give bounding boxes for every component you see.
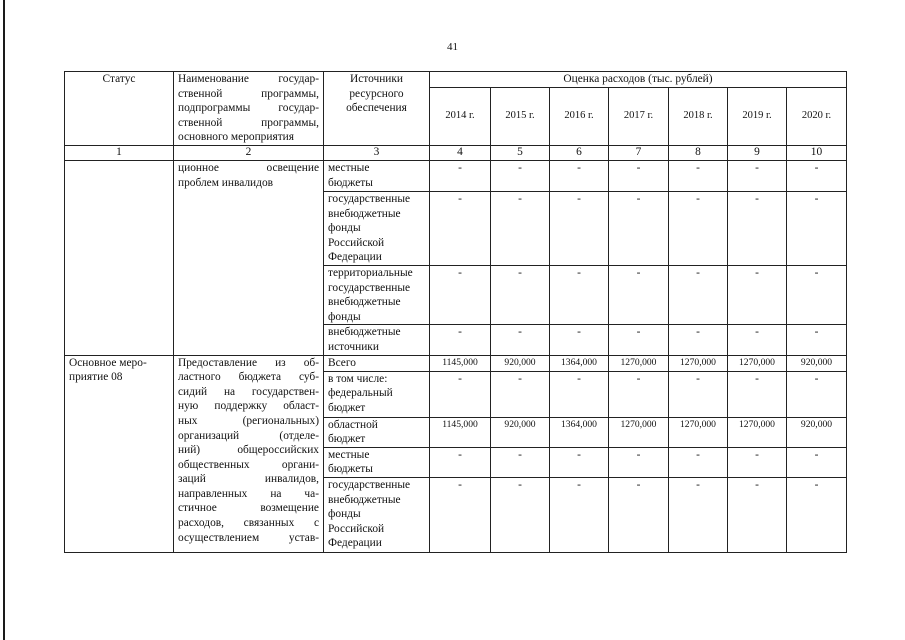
- value-cell: -: [669, 325, 728, 355]
- page-number: 41: [447, 41, 458, 53]
- source-cell: [324, 355, 430, 371]
- source-cell: [324, 265, 430, 324]
- table-row: [65, 355, 847, 371]
- value-cell: -: [728, 477, 787, 552]
- source-line: бюджет: [328, 401, 366, 414]
- name-line: общественных органи-: [178, 458, 319, 471]
- source-line: местные: [328, 448, 370, 461]
- source-line: федеральный: [328, 387, 393, 400]
- source-cell: [324, 477, 430, 552]
- name-line: ластного бюджета суб-: [178, 371, 319, 384]
- status-line: приятие 08: [69, 371, 123, 384]
- value-cell: -: [430, 265, 491, 324]
- value-cell: -: [728, 160, 787, 191]
- value-cell: -: [430, 325, 491, 355]
- value-cell: -: [491, 265, 550, 324]
- name-line: ную поддержку област-: [178, 400, 319, 413]
- value-cell: -: [550, 160, 609, 191]
- source-line: бюджет: [328, 433, 366, 446]
- column-number: 6: [550, 145, 609, 160]
- value-cell: -: [787, 447, 847, 477]
- source-line: местные: [328, 161, 370, 174]
- value-cell: -: [430, 191, 491, 265]
- source-line: источники: [328, 340, 379, 353]
- value-cell: -: [491, 191, 550, 265]
- value-cell: -: [787, 371, 847, 417]
- source-cell: [324, 371, 430, 417]
- value-cell: -: [669, 191, 728, 265]
- source-line: территориальные: [328, 266, 413, 279]
- value-cell: -: [609, 477, 669, 552]
- name-line: проблем инвалидов: [178, 176, 274, 189]
- status-cell: [65, 355, 174, 552]
- source-line: фонды: [328, 508, 361, 521]
- header-row: [65, 72, 847, 88]
- header-line: ственной программы,: [178, 116, 319, 129]
- value-cell: 1270,000: [609, 355, 669, 371]
- value-cell: -: [609, 371, 669, 417]
- source-line: бюджеты: [328, 463, 373, 476]
- value-cell: 920,000: [787, 355, 847, 371]
- program-name-header: [174, 72, 324, 146]
- value-cell: 920,000: [491, 417, 550, 447]
- value-cell: -: [430, 477, 491, 552]
- year-header: 2015 г.: [491, 88, 550, 146]
- header-line: ресурсного: [349, 87, 404, 100]
- status-cell: [65, 160, 174, 355]
- column-number: 2: [174, 145, 324, 160]
- value-cell: -: [787, 325, 847, 355]
- header-line: Источники: [349, 73, 404, 85]
- value-cell: -: [728, 265, 787, 324]
- value-cell: -: [430, 447, 491, 477]
- column-number: 1: [65, 145, 174, 160]
- name-line: Предоставление из об-: [178, 356, 319, 369]
- value-cell: -: [491, 447, 550, 477]
- value-cell: -: [787, 160, 847, 191]
- source-line: в том числе:: [328, 372, 388, 385]
- name-line: организаций (отделе-: [178, 429, 319, 442]
- value-cell: -: [491, 160, 550, 191]
- header-line: подпрограммы государ-: [178, 102, 319, 115]
- table-row: [65, 160, 847, 191]
- source-cell: [324, 191, 430, 265]
- value-cell: -: [491, 371, 550, 417]
- value-cell: 1145,000: [430, 417, 491, 447]
- year-header: 2018 г.: [669, 88, 728, 146]
- source-line: внебюджетные: [328, 296, 401, 309]
- header-line: Наименование государ-: [178, 73, 319, 85]
- value-cell: -: [787, 265, 847, 324]
- column-number: 3: [324, 145, 430, 160]
- value-cell: -: [609, 191, 669, 265]
- column-number: 8: [669, 145, 728, 160]
- name-line: ний) общероссийских: [178, 444, 319, 457]
- expenses-header: Оценка расходов (тыс. рублей): [430, 72, 847, 88]
- value-cell: -: [550, 371, 609, 417]
- budget-table: [64, 71, 847, 553]
- value-cell: -: [728, 325, 787, 355]
- value-cell: 1364,000: [550, 417, 609, 447]
- year-header: 2020 г.: [787, 88, 847, 146]
- value-cell: 920,000: [491, 355, 550, 371]
- value-cell: -: [669, 477, 728, 552]
- value-cell: -: [550, 447, 609, 477]
- value-cell: -: [669, 160, 728, 191]
- value-cell: -: [669, 447, 728, 477]
- value-cell: -: [728, 447, 787, 477]
- source-line: Всего: [328, 356, 356, 369]
- value-cell: -: [430, 371, 491, 417]
- value-cell: 1270,000: [669, 355, 728, 371]
- value-cell: -: [609, 325, 669, 355]
- source-cell: [324, 160, 430, 191]
- year-header: 2017 г.: [609, 88, 669, 146]
- name-line: сидий на государствен-: [178, 385, 319, 398]
- value-cell: -: [787, 477, 847, 552]
- year-header: 2014 г.: [430, 88, 491, 146]
- value-cell: 1270,000: [609, 417, 669, 447]
- year-header: 2019 г.: [728, 88, 787, 146]
- source-cell: [324, 417, 430, 447]
- value-cell: -: [550, 191, 609, 265]
- value-cell: -: [609, 265, 669, 324]
- value-cell: 920,000: [787, 417, 847, 447]
- header-line: обеспечения: [346, 102, 407, 115]
- name-line: расходов, связанных с: [178, 517, 319, 530]
- source-line: фонды: [328, 222, 361, 235]
- source-line: Российской: [328, 522, 385, 535]
- column-number: 9: [728, 145, 787, 160]
- value-cell: -: [430, 160, 491, 191]
- source-cell: [324, 447, 430, 477]
- value-cell: 1270,000: [728, 355, 787, 371]
- value-cell: -: [669, 265, 728, 324]
- column-number: 4: [430, 145, 491, 160]
- value-cell: 1270,000: [728, 417, 787, 447]
- value-cell: 1364,000: [550, 355, 609, 371]
- name-line: ных (региональных): [178, 414, 319, 427]
- name-line: стичное возмещение: [178, 502, 319, 515]
- source-line: внебюджетные: [328, 207, 401, 220]
- source-line: областной: [328, 418, 378, 431]
- status-line: Основное меро-: [69, 356, 147, 369]
- name-line: заций инвалидов,: [178, 473, 319, 486]
- source-line: государственные: [328, 281, 411, 294]
- column-number: 10: [787, 145, 847, 160]
- header-line: основного мероприятия: [178, 131, 295, 144]
- source-cell: [324, 325, 430, 355]
- value-cell: -: [550, 477, 609, 552]
- value-cell: -: [728, 371, 787, 417]
- source-line: государственные: [328, 478, 411, 491]
- value-cell: -: [609, 160, 669, 191]
- value-cell: -: [491, 325, 550, 355]
- value-cell: 1270,000: [669, 417, 728, 447]
- column-numbers-row: [65, 145, 847, 160]
- status-header: Статус: [65, 72, 174, 146]
- program-name-cell: [174, 160, 324, 355]
- scan-edge-line: [3, 0, 5, 640]
- value-cell: -: [609, 447, 669, 477]
- column-number: 7: [609, 145, 669, 160]
- column-number: 5: [491, 145, 550, 160]
- value-cell: -: [491, 477, 550, 552]
- source-line: внебюджетные: [328, 493, 401, 506]
- source-line: фонды: [328, 310, 361, 323]
- source-line: бюджеты: [328, 176, 373, 189]
- sources-header: [324, 72, 430, 146]
- program-name-cell: [174, 355, 324, 552]
- source-line: Федерации: [328, 251, 382, 264]
- name-line: ционное освещение: [178, 161, 319, 174]
- value-cell: -: [550, 325, 609, 355]
- value-cell: 1145,000: [430, 355, 491, 371]
- value-cell: -: [550, 265, 609, 324]
- value-cell: -: [787, 191, 847, 265]
- source-line: Федерации: [328, 537, 382, 550]
- source-line: внебюджетные: [328, 326, 401, 339]
- name-line: направленных на ча-: [178, 487, 319, 500]
- year-header: 2016 г.: [550, 88, 609, 146]
- value-cell: -: [728, 191, 787, 265]
- source-line: Российской: [328, 236, 385, 249]
- source-line: государственные: [328, 192, 411, 205]
- name-line: осуществлением устав-: [178, 531, 319, 544]
- header-line: ственной программы,: [178, 87, 319, 100]
- value-cell: -: [669, 371, 728, 417]
